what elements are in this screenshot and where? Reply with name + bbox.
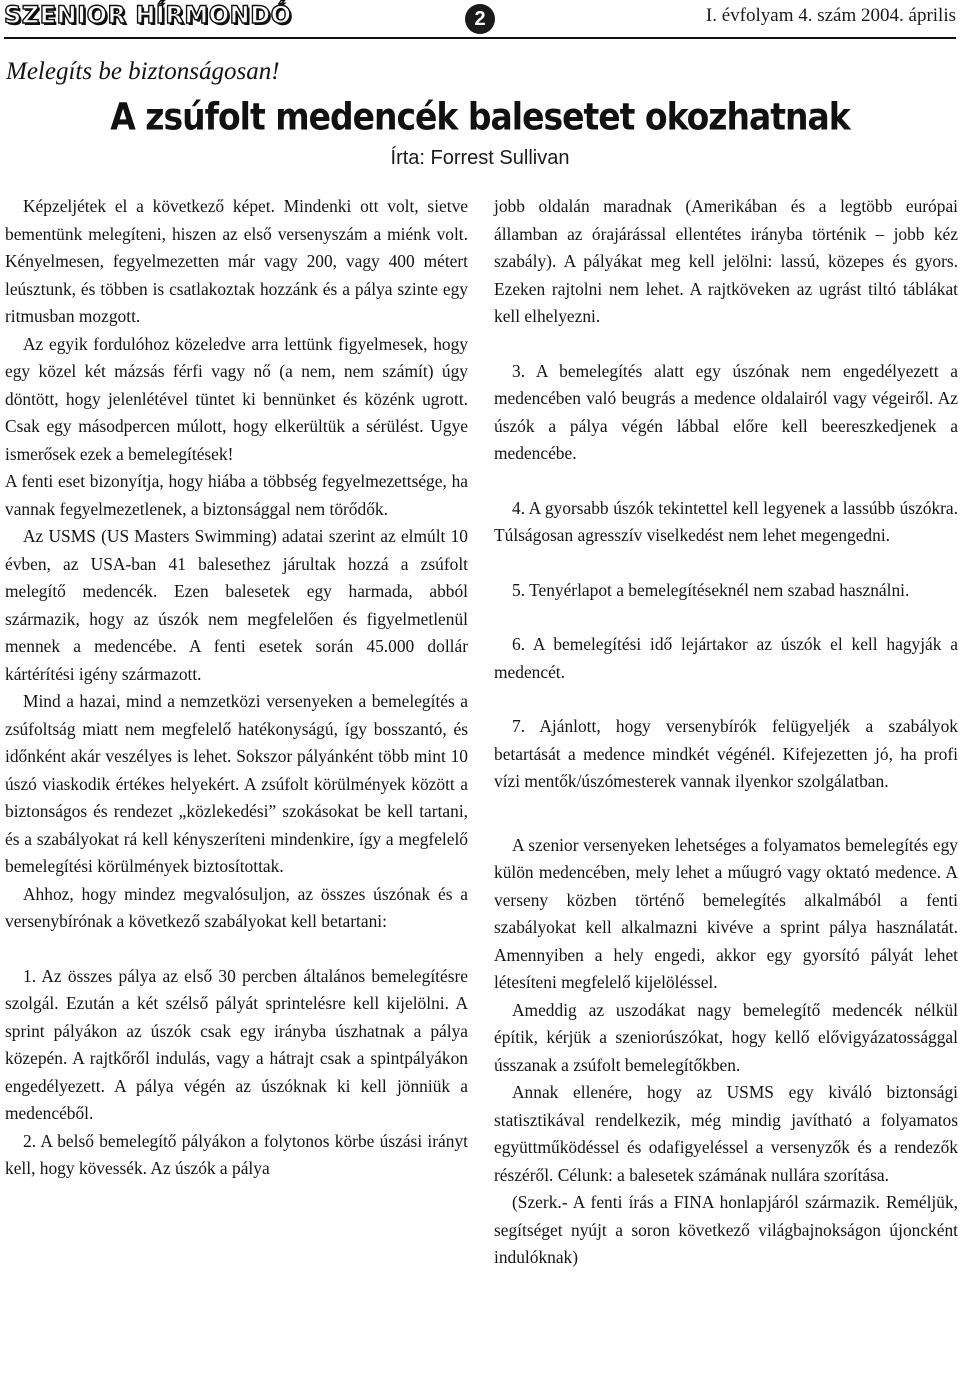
left-column	[5, 193, 468, 1183]
rule-item: 7. Ajánlott, hogy versenybírók felügyeljék a szabályok betartását a medence mindkét végénél. Kifejezetten jó, ha profi vízi mentők/úszómesterek vannak ilyenkor szolgálatban.	[494, 716, 958, 791]
editor-note: (Szerk.- A fenti írás a FINA honlapjáról származik. Reméljük, segítséget nyújt a soron következő világbajnokságon újoncként indulóknak)	[494, 1192, 958, 1267]
header-divider	[4, 37, 956, 39]
paragraph: Mind a hazai, mind a nemzetközi versenyeken a bemelegítés a zsúfoltság miatt nem megfelelő hatékonyságú, így bosszantó, és időnként akár veszélyes is lehet. Sokszor pályánként több mint 10 úszó viaskodik értékes helyekért. A zsúfolt körülmények között a biztonságos és rendezet „közlekedési” szokásokat be kell tartani, és a szabályokat rá kell kényszeríteni mindenkire, így a megfelelő bemelegítési körülmények biztosítottak.	[5, 691, 468, 876]
rule-item: 5. Tenyérlapot a bemelegítéseknél nem szabad használni.	[512, 579, 910, 600]
paragraph: jobb oldalán maradnak (Amerikában és a legtöbb európai államban az órajárással ellentétes irányba történik – jobb kéz szabály). A pályákat meg kell jelölni: lassú, közepes és gyors. Ezeken rajtolni nem lehet. A rajtköveken az ugrást tiltó táblákat kell elhelyezni.	[494, 196, 958, 326]
paragraph: Az egyik fordulóhoz közeledve arra lettünk figyelmesek, hogy egy közel két mázsás férfi vagy nő (a nem, nem számít) úgy döntött, hogy jelenlétével tüntet ki bennünket és közénk ugrott. Csak egy másodpercen múlott, hogy elkerültük a sérülést. Ugye ismerősek ezek a bemelegítések!	[5, 333, 468, 464]
paragraph: Annak ellenére, hogy az USMS egy kiváló biztonsági statisztikával rendelkezik, még mindig javítható a folyamatos együttműködéssel és odafigyeléssel a versenyzők és a rendezők részéről. Célunk: a balesetek számának nullára szorítása.	[494, 1082, 958, 1185]
paragraph: A fenti eset bizonyítja, hogy hiába a többség fegyelmezettsége, ha vannak fegyelmezetlenek, a biztonsággal nem törődők.	[5, 471, 468, 519]
article-headline: A zsúfolt medencék balesetet okozhatnak	[110, 94, 850, 139]
rule-item: 4. A gyorsabb úszók tekintettel kell legyenek a lassúbb úszókra. Túlságosan agresszív viselkedést nem lehet megengedni.	[494, 497, 958, 545]
rule-item: 2. A belső bemelegítő pályákon a folytonos körbe úszási irányt kell, hogy kövessék. Az úszók a pálya	[5, 1130, 468, 1178]
rule-item: 3. A bemelegítés alatt egy úszónak nem engedélyezett a medencében való beugrás a medence oldalairól vagy végeiről. Az úszók a pálya végén lábbal előre kell beereszkedjenek a medencébe.	[494, 360, 958, 463]
issue-info: I. évfolyam 4. szám 2004. április	[705, 5, 956, 26]
paragraph: Képzeljétek el a következő képet. Mindenki ott volt, sietve bementünk melegíteni, hiszen az első versenyszám a miénk volt. Kényelmesen, fegyelmezetten már vagy 200, vagy 400 métert leúsztunk, és többen is csatlakoztak hozzánk és a pálya szinte egy ritmusban mozgott.	[5, 196, 468, 326]
article-kicker: Melegíts be biztonságosan!	[6, 58, 280, 85]
page-header	[0, 0, 960, 40]
article-byline: Írta: Forrest Sullivan	[390, 147, 570, 169]
paragraph: A szenior versenyeken lehetséges a folyamatos bemelegítés egy külön medencében, mely lehet a műugró vagy oktató medence. A verseny közben történő bemelegítés alkalmából a fenti szabályokat kell alkalmazni kivéve a sprint pálya használatát. Amennyiben a hely engedi, akkor egy gyorsító pályát lehet létesíteni megfelelő kijelöléssel.	[494, 834, 958, 992]
rule-item: 6. A bemelegítési idő lejártakor az úszók el kell hagyják a medencét.	[494, 634, 958, 682]
paragraph: Ahhoz, hogy mindez megvalósuljon, az összes úszónak és a versenybírónak a következő szabályokat kell betartani:	[5, 883, 468, 931]
paragraph: Ameddig az uszodákat nagy bemelegítő medencék nélkül építik, kérjük a szeniorúszókat, hogy kellő elővigyázatossággal ússzanak a zsúfolt bemelegítőkben.	[494, 999, 958, 1075]
masthead-title: SZENIOR HÍRMONDÓ	[4, 1, 292, 29]
paragraph: Az USMS (US Masters Swimming) adatai szerint az elmúlt 10 évben, az USA-ban 41 balesethez járultak hozzá a zsúfolt melegítő medencék. Ezen balesetek egy harmada, abból származik, hogy az úszók nem megfelelően és figyelmetlenül mennek a medencébe. A fenti esetek során 45.000 dollár kártérítési igény származott.	[5, 526, 468, 684]
rule-item: 1. Az összes pálya az első 30 percben általános bemelegítésre szolgál. Ezután a két szélső pályát sprintelésre kell kijelölni. A sprint pályákon az úszók csak egy irányba úszhatnak a pálya közepén. A rajtkőről indulás, vagy a hátrajt csak a spintpályákon engedélyezett. A pálya végén az úszóknak ki kell jönniük a medencéből.	[5, 965, 468, 1123]
page-number-badge: 2	[465, 4, 495, 34]
right-column	[494, 193, 958, 1272]
